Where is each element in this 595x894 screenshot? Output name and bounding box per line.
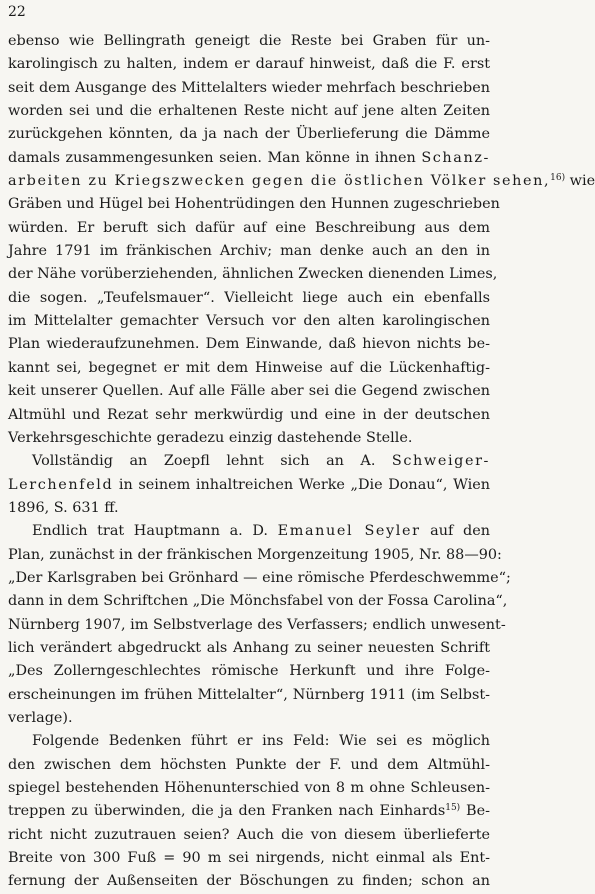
text-line: „Des Zollerngeschlechtes römische Herkunft und ihre Folge-: [8, 663, 490, 680]
text-line: würden. Er beruft sich dafür auf eine Beschreibung aus dem: [8, 219, 490, 236]
text-line: Plan wiederaufzunehmen. Dem Einwande, daß hievon nichts be-: [8, 336, 490, 353]
page-number: 22: [8, 4, 26, 20]
footnote-ref: 16): [550, 173, 566, 184]
text-line: Folgende Bedenken führt er ins Feld: Wie sei es möglich: [32, 733, 490, 750]
text-segment: in seinem inhaltreichen Werke „Die Donau“, Wien: [113, 476, 490, 493]
text-segment: Be-: [460, 803, 491, 820]
text-segment: treppen zu überwinden, die ja den Franken nach Einhards: [8, 803, 446, 820]
spaced-text: Schweiger-: [391, 453, 491, 470]
text-segment: Vollständig an Zoepfl lehnt sich an A.: [32, 453, 376, 470]
text-line: [8, 800, 490, 823]
text-line: fernung der Außenseiten der Böschungen zu finden; schon an: [8, 873, 490, 890]
text-line: im Mittelalter gemachter Versuch vor den alten karolingischen: [8, 313, 490, 330]
text-line: Nürnberg 1907, im Selbstverlage des Verfassers; endlich unwesent-: [8, 616, 506, 633]
text-line: 1896, S. 631 ff.: [8, 499, 119, 516]
text-line: „Der Karlsgraben bei Grönhard — eine römische Pferdeschwemme“;: [8, 569, 511, 586]
footnote-ref: 15): [445, 803, 461, 814]
text-line: Jahre 1791 im fränkischen Archiv; man denke auch an den in: [8, 243, 490, 260]
text-line: dann in dem Schriftchen „Die Mönchsfabel von der Fossa Carolina“,: [8, 593, 508, 610]
text-line: Altmühl und Rezat sehr merkwürdig und eine in der deutschen: [8, 406, 490, 423]
text-line: verlage).: [8, 709, 73, 726]
spaced-text: Lerchenfeld: [8, 476, 114, 493]
text-line: der Nähe vorüberziehenden, ähnlichen Zwecken dienenden Limes,: [8, 266, 498, 283]
text-line: die sogen. „Teufelsmauer“. Vielleicht liege auch ein ebenfalls: [8, 289, 490, 306]
spaced-text: arbeiten zu Kriegszwecken gegen die östlichen Völker sehen,: [8, 173, 551, 190]
text-line: Verkehrsgeschichte geradezu einzig dastehende Stelle.: [8, 429, 413, 446]
text-segment: Endlich trat Hauptmann a. D.: [32, 523, 268, 540]
text-line: worden sei und die erhaltenen Reste nicht auf jene alten Zeiten: [8, 103, 490, 120]
text-line: [8, 520, 490, 543]
text-line: Plan, zunächst in der fränkischen Morgenzeitung 1905, Nr. 88—90:: [8, 546, 502, 563]
spaced-text: Emanuel Seyler: [277, 523, 421, 540]
body-text: [8, 30, 595, 894]
text-segment: auf den: [420, 523, 490, 540]
text-line: keit unserer Quellen. Auf alle Fälle aber sei die Gegend zwischen: [8, 383, 490, 400]
text-line: seit dem Ausgange des Mittelalters wieder mehrfach beschrieben: [8, 79, 490, 96]
text-line: ebenso wie Bellingrath geneigt die Reste bei Graben für un-: [8, 33, 490, 49]
text-line: spiegel bestehenden Höhenunterschied von 8 m ohne Schleusen-: [8, 780, 490, 796]
text-line: [8, 170, 595, 193]
text-line: karolingisch zu halten, indem er darauf hinweist, daß die F. erst: [8, 56, 490, 73]
text-line: den zwischen dem höchsten Punkte der F. und dem Altmühl-: [8, 756, 490, 773]
text-line: [8, 474, 490, 497]
text-line: Breite von 300 Fuß = 90 m sei nirgends, nicht einmal als Ent-: [8, 850, 490, 867]
text-line: Gräben und Hügel bei Hohentrüdingen den Hunnen zugeschrieben: [8, 196, 500, 213]
text-segment: wie: [565, 173, 595, 190]
text-line: lich verändert abgedruckt als Anhang zu seiner neuesten Schrift: [8, 639, 490, 656]
text-line: zurückgehen könnten, da ja nach der Überlieferung die Dämme: [8, 126, 490, 143]
text-line: erscheinungen im frühen Mittelalter“, Nürnberg 1911 (im Selbst-: [8, 686, 490, 703]
text-segment: damals zusammengesunken seien. Man könne in ihnen: [8, 149, 416, 166]
text-line: kannt sei, begegnet er mit dem Hinweise auf die Lückenhaftig-: [8, 359, 490, 376]
text-line: [8, 147, 490, 170]
text-line: [8, 450, 490, 473]
text-line: richt nicht zuzutrauen seien? Auch die von diesem überlieferte: [8, 826, 490, 843]
spaced-text: Schanz-: [421, 149, 490, 166]
